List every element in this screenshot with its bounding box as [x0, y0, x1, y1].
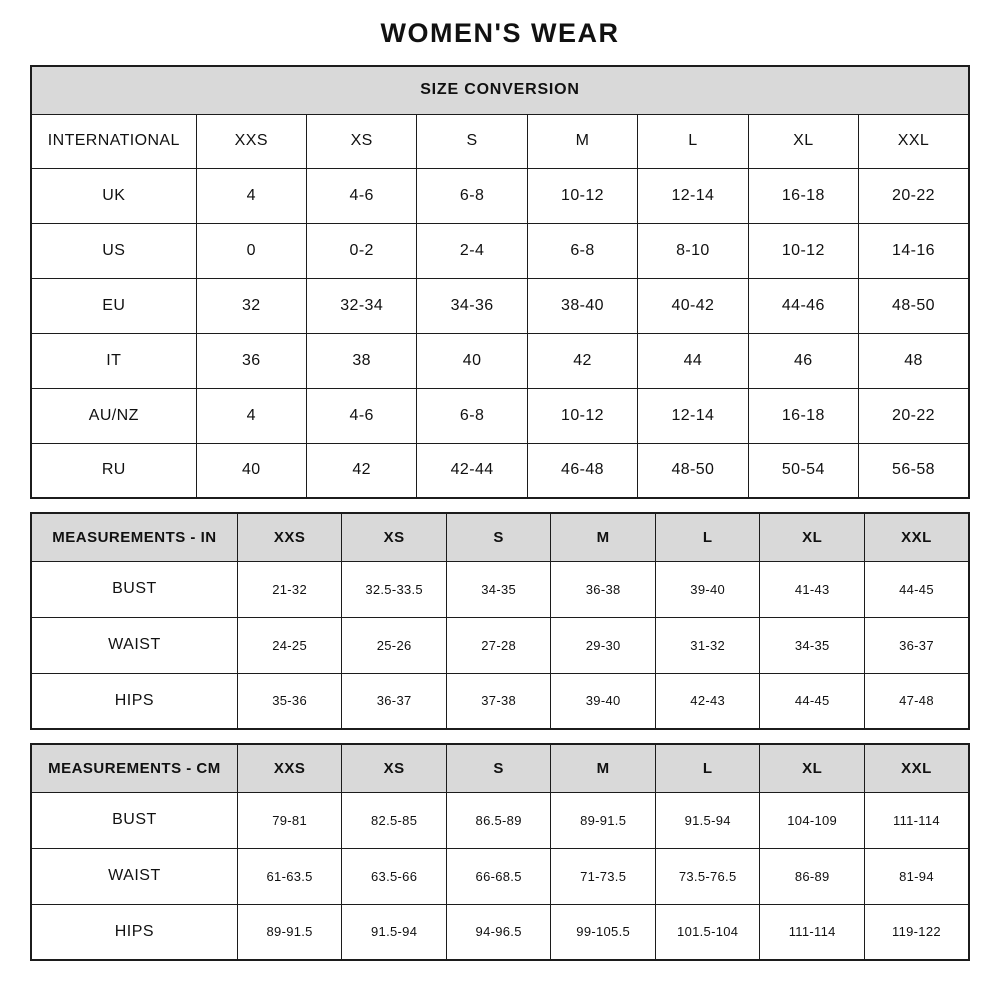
table-cell: 46-48 — [527, 443, 637, 498]
table-cell: 40 — [196, 443, 306, 498]
table-row — [31, 792, 969, 848]
row-label-cell: HIPS — [31, 673, 237, 729]
table-cell: 31-32 — [655, 617, 760, 673]
table-cell: 40-42 — [638, 278, 748, 333]
measurements-cm-table — [30, 743, 970, 961]
table-row — [31, 848, 969, 904]
table-cell: 39-40 — [655, 561, 760, 617]
table-cell: 104-109 — [760, 792, 865, 848]
column-header: M — [551, 744, 656, 792]
row-label-header: MEASUREMENTS - IN — [31, 513, 237, 561]
table-row — [31, 168, 969, 223]
column-header: L — [655, 513, 760, 561]
row-label-header: INTERNATIONAL — [31, 114, 196, 168]
table-cell: 10-12 — [527, 168, 637, 223]
size-conversion-table — [30, 65, 970, 499]
table-cell: 37-38 — [446, 673, 551, 729]
table-cell: 66-68.5 — [446, 848, 551, 904]
table-row — [31, 443, 969, 498]
table-cell: 40 — [417, 333, 527, 388]
table-cell: 0 — [196, 223, 306, 278]
column-header: XS — [342, 513, 447, 561]
table-cell: 42 — [306, 443, 416, 498]
row-label-cell: UK — [31, 168, 196, 223]
column-header: S — [446, 513, 551, 561]
table-row — [31, 333, 969, 388]
table-cell: 36 — [196, 333, 306, 388]
table-cell: 42 — [527, 333, 637, 388]
table-cell: 36-38 — [551, 561, 656, 617]
table-cell: 4 — [196, 168, 306, 223]
column-header: M — [551, 513, 656, 561]
table-cell: 42-43 — [655, 673, 760, 729]
table-header-row — [31, 744, 969, 792]
table-cell: 44-45 — [864, 561, 969, 617]
table-cell: 86-89 — [760, 848, 865, 904]
table-cell: 6-8 — [417, 168, 527, 223]
table-cell: 44 — [638, 333, 748, 388]
table-cell: 71-73.5 — [551, 848, 656, 904]
table-cell: 2-4 — [417, 223, 527, 278]
table-cell: 29-30 — [551, 617, 656, 673]
row-label-cell: RU — [31, 443, 196, 498]
column-header: S — [446, 744, 551, 792]
row-label-cell: US — [31, 223, 196, 278]
table-cell: 36-37 — [864, 617, 969, 673]
table-cell: 34-35 — [760, 617, 865, 673]
table-cell: 41-43 — [760, 561, 865, 617]
table-cell: 20-22 — [859, 388, 969, 443]
column-header: XXS — [196, 114, 306, 168]
column-header: XXS — [237, 513, 342, 561]
table-cell: 4-6 — [306, 388, 416, 443]
table-cell: 73.5-76.5 — [655, 848, 760, 904]
table-cell: 44-45 — [760, 673, 865, 729]
row-label-cell: EU — [31, 278, 196, 333]
table-row — [31, 673, 969, 729]
table-cell: 12-14 — [638, 168, 748, 223]
table-row — [31, 561, 969, 617]
table-cell: 38-40 — [527, 278, 637, 333]
table-cell: 48-50 — [638, 443, 748, 498]
table-row — [31, 223, 969, 278]
table-header-row — [31, 114, 969, 168]
column-header: XL — [748, 114, 858, 168]
table-cell: 27-28 — [446, 617, 551, 673]
table-header-row — [31, 513, 969, 561]
row-label-cell: BUST — [31, 792, 237, 848]
table-title: SIZE CONVERSION — [31, 66, 969, 114]
table-cell: 32-34 — [306, 278, 416, 333]
table-cell: 10-12 — [748, 223, 858, 278]
table-cell: 10-12 — [527, 388, 637, 443]
table-cell: 94-96.5 — [446, 904, 551, 960]
table-cell: 111-114 — [864, 792, 969, 848]
table-cell: 16-18 — [748, 388, 858, 443]
table-cell: 39-40 — [551, 673, 656, 729]
table-cell: 91.5-94 — [342, 904, 447, 960]
table-row — [31, 278, 969, 333]
table-cell: 50-54 — [748, 443, 858, 498]
table-cell: 47-48 — [864, 673, 969, 729]
table-cell: 12-14 — [638, 388, 748, 443]
table-cell: 36-37 — [342, 673, 447, 729]
row-label-cell: BUST — [31, 561, 237, 617]
table-cell: 34-35 — [446, 561, 551, 617]
table-row — [31, 388, 969, 443]
table-cell: 0-2 — [306, 223, 416, 278]
table-cell: 86.5-89 — [446, 792, 551, 848]
table-cell: 99-105.5 — [551, 904, 656, 960]
table-cell: 24-25 — [237, 617, 342, 673]
table-cell: 81-94 — [864, 848, 969, 904]
page-title: WOMEN'S WEAR — [380, 18, 620, 48]
column-header: XS — [342, 744, 447, 792]
row-label-cell: IT — [31, 333, 196, 388]
column-header: XXL — [864, 513, 969, 561]
column-header: XXS — [237, 744, 342, 792]
table-cell: 4-6 — [306, 168, 416, 223]
table-cell: 38 — [306, 333, 416, 388]
column-header: L — [638, 114, 748, 168]
table-cell: 79-81 — [237, 792, 342, 848]
table-cell: 8-10 — [638, 223, 748, 278]
table-cell: 25-26 — [342, 617, 447, 673]
table-cell: 82.5-85 — [342, 792, 447, 848]
table-cell: 48-50 — [859, 278, 969, 333]
table-cell: 46 — [748, 333, 858, 388]
table-cell: 61-63.5 — [237, 848, 342, 904]
table-cell: 89-91.5 — [551, 792, 656, 848]
column-header: XL — [760, 513, 865, 561]
table-cell: 6-8 — [527, 223, 637, 278]
table-row — [31, 617, 969, 673]
table-cell: 119-122 — [864, 904, 969, 960]
table-cell: 16-18 — [748, 168, 858, 223]
table-cell: 91.5-94 — [655, 792, 760, 848]
table-cell: 111-114 — [760, 904, 865, 960]
row-label-cell: HIPS — [31, 904, 237, 960]
table-cell: 42-44 — [417, 443, 527, 498]
table-cell: 101.5-104 — [655, 904, 760, 960]
column-header: S — [417, 114, 527, 168]
table-cell: 63.5-66 — [342, 848, 447, 904]
table-cell: 56-58 — [859, 443, 969, 498]
table-cell: 20-22 — [859, 168, 969, 223]
row-label-cell: WAIST — [31, 617, 237, 673]
table-cell: 48 — [859, 333, 969, 388]
table-cell: 34-36 — [417, 278, 527, 333]
column-header: XXL — [859, 114, 969, 168]
measurements-in-table — [30, 512, 970, 730]
row-label-header: MEASUREMENTS - CM — [31, 744, 237, 792]
table-cell: 89-91.5 — [237, 904, 342, 960]
table-cell: 6-8 — [417, 388, 527, 443]
column-header: XS — [306, 114, 416, 168]
table-cell: 35-36 — [237, 673, 342, 729]
table-cell: 32.5-33.5 — [342, 561, 447, 617]
row-label-cell: AU/NZ — [31, 388, 196, 443]
row-label-cell: WAIST — [31, 848, 237, 904]
table-cell: 4 — [196, 388, 306, 443]
column-header: L — [655, 744, 760, 792]
table-cell: 14-16 — [859, 223, 969, 278]
table-cell: 44-46 — [748, 278, 858, 333]
column-header: M — [527, 114, 637, 168]
table-cell: 32 — [196, 278, 306, 333]
table-title-row — [31, 66, 969, 114]
column-header: XL — [760, 744, 865, 792]
table-cell: 21-32 — [237, 561, 342, 617]
column-header: XXL — [864, 744, 969, 792]
table-row — [31, 904, 969, 960]
